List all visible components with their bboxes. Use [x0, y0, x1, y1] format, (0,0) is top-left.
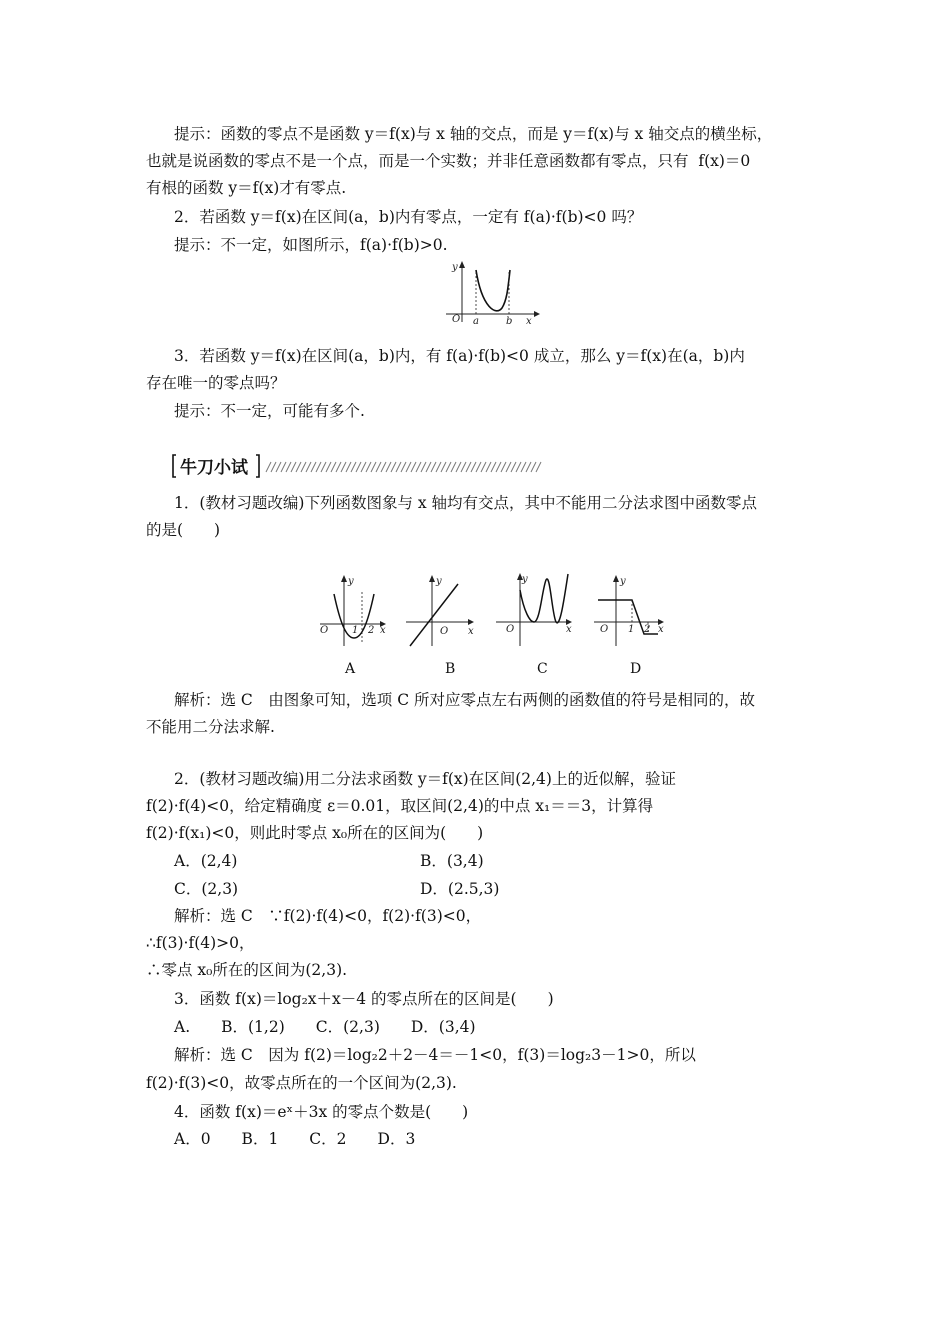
- x-label: x: [526, 316, 532, 326]
- hint3: 提示：不一定，可能有多个.: [174, 402, 365, 420]
- graph-c-label: C: [537, 661, 548, 677]
- question-3-line2: 存在唯一的零点吗？: [146, 374, 286, 392]
- graph-b-label: B: [445, 661, 456, 677]
- problem-1-line1: 1．(教材习题改编)下列函数图象与 x 轴均有交点，其中不能用二分法求图中函数零点: [174, 494, 758, 512]
- origin-label: O: [452, 314, 461, 325]
- problem-2-option-b: B．(3,4): [420, 852, 484, 870]
- solution-3-line1: 解析：选 C 因为 f(2)＝log₂2＋2－4＝－1<0，f(3)＝log₂3－1>0，所以: [174, 1046, 696, 1064]
- svg-text:x: x: [380, 625, 386, 636]
- svg-text:1: 1: [628, 624, 635, 635]
- solution-3-line2: f(2)·f(3)<0，故零点所在的一个区间为(2,3).: [146, 1074, 457, 1092]
- banner-title: 牛刀小试: [180, 458, 248, 478]
- a-label: a: [473, 316, 479, 326]
- y-arrow: [459, 261, 465, 268]
- problem-2-option-c: C．(2,3): [174, 880, 239, 898]
- solution-1-line2: 不能用二分法求解.: [146, 718, 275, 736]
- svg-text:2: 2: [368, 625, 375, 636]
- y-label: y: [452, 262, 458, 273]
- svg-text:O: O: [440, 626, 449, 637]
- problem-2-option-a: A．(2,4): [174, 852, 238, 870]
- solution-2-line2: ∴f(3)·f(4)>0，: [146, 934, 255, 952]
- problem-2-line1: 2．(教材习题改编)用二分法求函数 y＝f(x)在区间(2,4)上的近似解，验证: [174, 770, 676, 788]
- hint1-line2: 也就是说函数的零点不是一个点，而是一个实数；并非任意函数都有零点，只有 f(x)＝0: [146, 152, 751, 170]
- svg-text:2: 2: [644, 624, 651, 635]
- graph-c: [494, 570, 578, 648]
- problem-2-line2: f(2)·f(4)<0，给定精确度 ε＝0.01，取区间(2,4)的中点 x₁＝＝3，计算得: [146, 797, 654, 815]
- problem-1-line2: 的是( ): [146, 521, 221, 539]
- solution-2-line1: 解析：选 C ∵f(2)·f(4)<0，f(2)·f(3)<0，: [174, 907, 482, 925]
- section-banner: [172, 453, 544, 479]
- svg-text:O: O: [320, 625, 329, 636]
- solution-2-line3: ∴零点 x₀所在的区间为(2,3).: [146, 961, 348, 979]
- figure-parabola: [444, 258, 544, 326]
- solution-1-line1: 解析：选 C 由图象可知，选项 C 所对应零点左右两侧的函数值的符号是相同的，故: [174, 691, 756, 709]
- banner-hatch: [266, 462, 541, 472]
- graph-d: [592, 572, 668, 648]
- bracket-left: [173, 455, 176, 477]
- svg-text:y: y: [348, 576, 354, 587]
- graph-a: [318, 572, 392, 648]
- problem-3: 3．函数 f(x)＝log₂x＋x－4 的零点所在的区间是( ): [174, 990, 554, 1008]
- svg-text:x: x: [658, 624, 664, 635]
- b-label: b: [506, 316, 513, 326]
- graph-d-label: D: [630, 661, 642, 677]
- svg-text:1: 1: [352, 625, 359, 636]
- bracket-right: [256, 455, 259, 477]
- svg-text:O: O: [600, 624, 609, 635]
- svg-text:x: x: [566, 624, 572, 635]
- graph-a-label: A: [345, 661, 356, 677]
- question-3-line1: 3．若函数 y＝f(x)在区间(a，b)内，有 f(a)·f(b)<0 成立，那么 y＝f(x)在(a，b)内: [174, 347, 745, 365]
- svg-text:O: O: [506, 624, 515, 635]
- svg-text:y: y: [436, 576, 442, 587]
- svg-text:x: x: [468, 626, 474, 637]
- problem-2-option-d: D．(2.5,3): [420, 880, 500, 898]
- graph-b: [404, 572, 482, 648]
- problem-3-options: A. B．(1,2) C．(2,3) D．(3,4): [174, 1018, 476, 1036]
- hint1-line3: 有根的函数 y＝f(x)才有零点.: [146, 179, 347, 197]
- svg-text:y: y: [522, 574, 528, 585]
- svg-text:y: y: [620, 576, 626, 587]
- x-arrow: [534, 311, 540, 317]
- problem-2-line3: f(2)·f(x₁)<0，则此时零点 x₀所在的区间为( ): [146, 824, 484, 842]
- hint1-line1: 提示：函数的零点不是函数 y＝f(x)与 x 轴的交点，而是 y＝f(x)与 x 轴交点的横坐标，: [174, 125, 773, 143]
- hint2: 提示：不一定，如图所示，f(a)·f(b)>0.: [174, 236, 448, 254]
- problem-4-options: A．0 B．1 C．2 D．3: [174, 1130, 416, 1148]
- curve: [476, 270, 510, 311]
- question-2: 2．若函数 y＝f(x)在区间(a，b)内有零点，一定有 f(a)·f(b)<0 吗？: [174, 208, 643, 226]
- problem-4: 4．函数 f(x)＝eˣ＋3x 的零点个数是( ): [174, 1103, 469, 1121]
